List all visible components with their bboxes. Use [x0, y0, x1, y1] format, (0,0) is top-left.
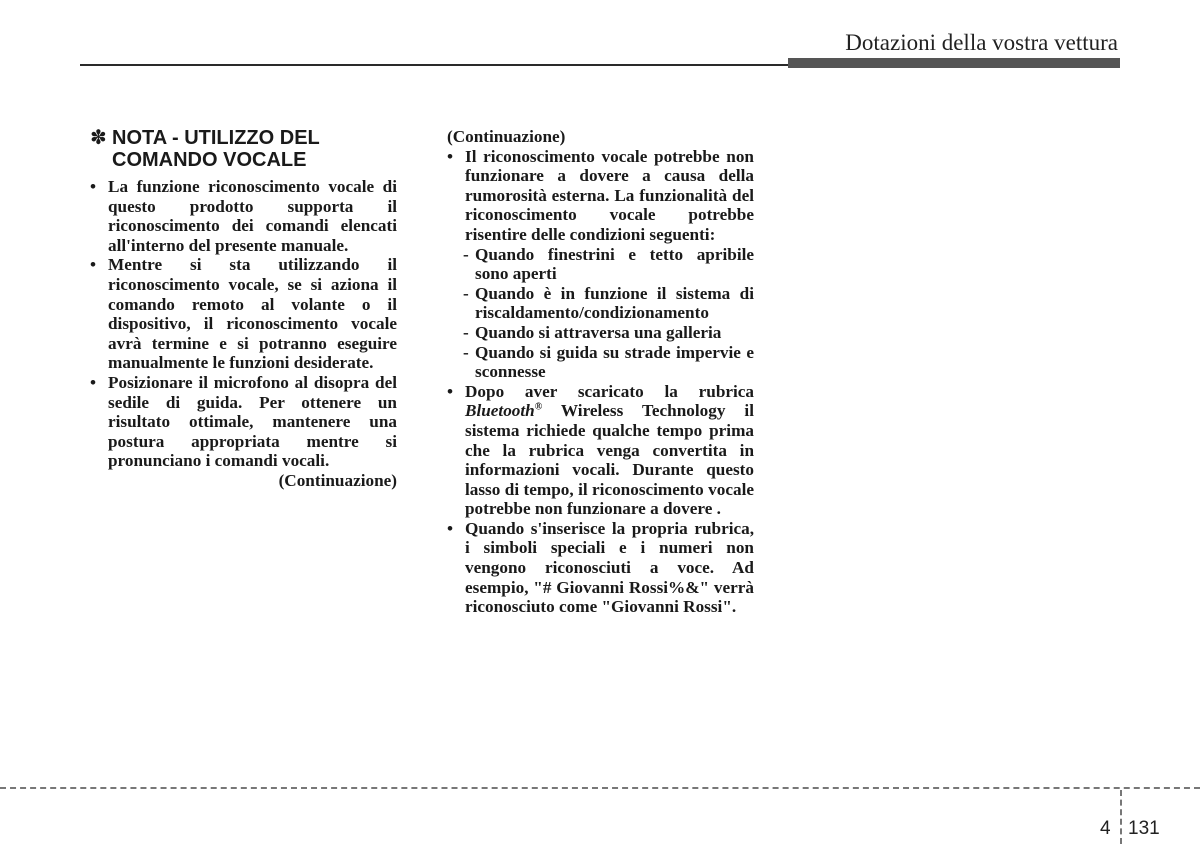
bullet-icon: • [90, 177, 97, 196]
bullet-icon: • [447, 146, 454, 166]
list-item [90, 255, 397, 373]
note-asterisk-icon: ✽ [90, 127, 107, 149]
left-column [90, 127, 397, 491]
sub-list-item-text: Quando finestrini e tetto apribile sono aperti [475, 244, 754, 284]
list-item [447, 382, 754, 519]
header-rule [80, 64, 792, 66]
sub-list-item [447, 245, 754, 284]
sub-list-item-text: Quando si guida su strade impervie e sconnesse [475, 342, 754, 382]
dash-icon: - [463, 283, 469, 303]
list-item-text: Quando s'inserisce la propria rubrica, i simboli speciali e i numeri non vengono riconosciuti a voce. Ad esempio, "# Giovanni Rossi%&" verrà riconosciuto come "Giovanni Rossi". [465, 518, 754, 617]
list-item [447, 519, 754, 617]
note-title-line1: NOTA - UTILIZZO DEL [112, 127, 320, 149]
sub-list-item [447, 284, 754, 323]
dash-icon: - [463, 244, 469, 264]
header-title: Dotazioni della vostra vettura [845, 30, 1118, 55]
sub-list-item-text: Quando si attraversa una galleria [475, 322, 722, 342]
list-item [90, 373, 397, 471]
header-rule-accent [788, 58, 1120, 68]
registered-mark: ® [534, 401, 543, 413]
bullet-icon: • [447, 518, 454, 538]
dash-icon: - [463, 342, 469, 362]
continuation-label: (Continuazione) [447, 127, 566, 146]
note-title-line2: COMANDO VOCALE [112, 149, 307, 171]
sub-list-item [447, 323, 754, 343]
list-item-text: Mentre si sta utilizzando il riconoscimento vocale, se si aziona il comando remoto al volante o il dispositivo, il riconoscimento vocale avrà termine e si potranno eseguire manualmente le funzioni desiderate. [108, 255, 397, 373]
bullet-icon: • [90, 255, 97, 275]
sub-list-item [447, 343, 754, 382]
bullet-icon: • [447, 381, 454, 401]
list-item-text: Posizionare il microfono al disopra del sedile di guida. Per ottenere un risultato ottimale, mantenere una postura appropriata mentre si pronunciano i comandi vocali. [108, 372, 397, 471]
right-column [447, 127, 754, 617]
sub-list-item-text: Quando è in funzione il sistema di riscaldamento/condizionamento [475, 283, 754, 323]
bluetooth-brand-text: Bluetooth [465, 401, 535, 421]
list-item-text-prefix: Dopo aver scaricato la rubrica [465, 381, 754, 401]
continuation-label: (Continuazione) [278, 470, 397, 490]
dash-icon: - [463, 322, 469, 342]
note-title [90, 127, 397, 171]
page-number: 131 [1128, 818, 1160, 839]
footer-dashed-divider [1120, 790, 1122, 844]
list-item [447, 147, 754, 245]
bullet-icon: • [90, 372, 97, 392]
footer-dashed-rule [0, 787, 1200, 789]
chapter-number: 4 [1100, 818, 1111, 839]
list-item-text: La funzione riconoscimento vocale di questo prodotto supporta il riconoscimento dei comandi elencati all'interno del presente manuale. [108, 177, 397, 255]
list-item [90, 177, 397, 255]
list-item-text-rest: Wireless Technology il sistema richiede qualche tempo prima che la rubrica venga convertita in informazioni vocali. Durante questo lasso di tempo, il riconoscimento vocale potrebbe non funzionare a dovere . [465, 401, 754, 519]
list-item-text: Il riconoscimento vocale potrebbe non funzionare a dovere a causa della rumorosità esterna. La funzionalità del riconoscimento vocale potrebbe risentire delle condizioni seguenti: [465, 146, 754, 244]
